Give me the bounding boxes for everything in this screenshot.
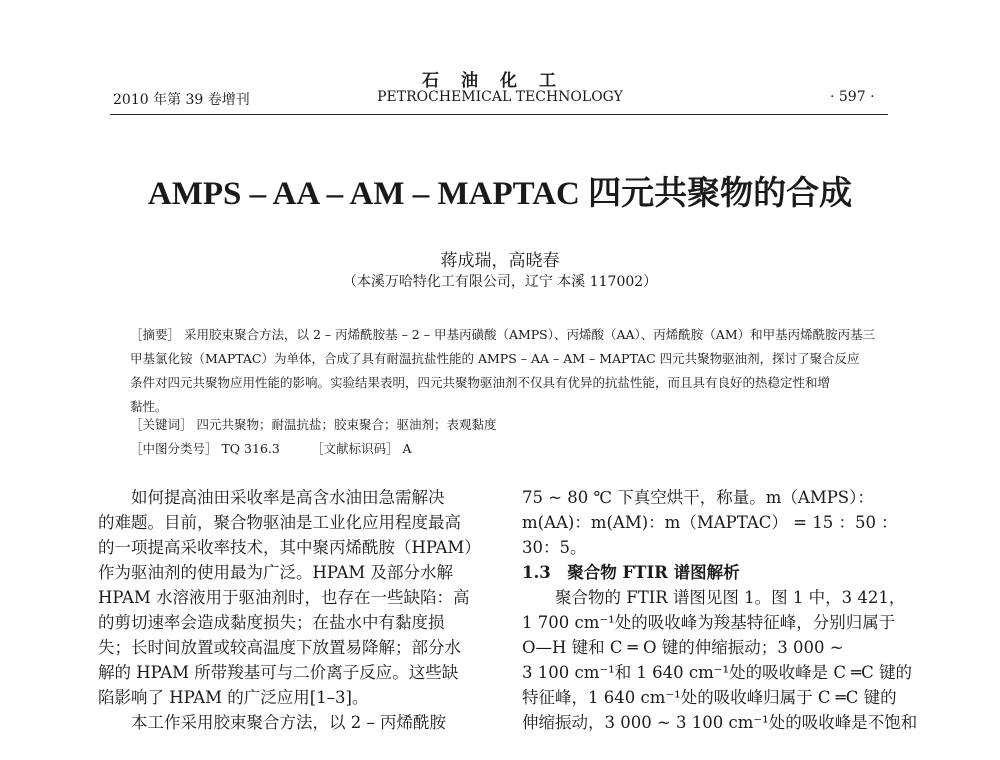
abstract-line: ［摘要］ 采用胶束聚合方法，以 2 – 丙烯酰胺基 – 2 – 甲基丙磺酸（AMPS）、丙烯酸（AA）、丙烯酰胺（AM）和甲基丙烯酰胺丙基三 [130,327,876,342]
body-line: 3 100 cm⁻¹和 1 640 cm⁻¹处的吸收峰是 C ═C 键的 [522,663,913,682]
body-line: 解的 HPAM 所带羧基可与二价离子反应。这些缺 [98,663,459,682]
body-line: 75 ~ 80 ℃ 下真空烘干，称量。m（AMPS）： [522,488,874,507]
body-line: 的剪切速率会造成黏度损失；在盐水中有黏度损 [98,613,445,632]
body-line-citation: 陷影响了 HPAM 的广泛应用[1–3]。 [98,688,369,707]
body-line: 伸缩振动，3 000 ~ 3 100 cm⁻¹处的吸收峰是不饱和 [522,713,918,732]
body-line: 1 700 cm⁻¹处的吸收峰为羧基特征峰，分别归属于 [522,613,896,632]
article-title: AMPS – AA – AM – MAPTAC 四元共聚物的合成 [147,176,853,212]
issue-info: 2010 年第 39 卷增刊 [113,92,250,108]
classification-codes: ［中图分类号］ TQ 316.3 ［文献标识码］ A [130,441,412,456]
body-line: 失；长时间放置或较高温度下放置易降解；部分水 [98,638,461,657]
abstract-line: 黏性。 [130,399,168,414]
page-number: · 597 · [830,89,875,105]
body-column-right [522,485,918,735]
journal-name-chinese: 石油化工 [422,71,578,91]
abstract-line: 甲基氯化铵（MAPTAC）为单体，合成了具有耐温抗盐性能的 AMPS – AA – AM – MAPTAC 四元共聚物驱油剂，探讨了聚合反应 [130,351,860,366]
body-line: O—H 键和 C ═ O 键的伸缩振动；3 000 ~ [522,638,844,657]
body-line: 的一项提高采收率技术，其中聚丙烯酰胺（HPAM） [98,538,481,557]
header-rule [110,114,888,115]
body-line: 如何提高油田采收率是高含水油田急需解决 [131,488,445,507]
section-heading: 1.3 聚合物 FTIR 谱图解析 [522,563,740,582]
body-line: m(AA)：m(AM)：m（MAPTAC） = 15 ：50 ： [522,513,898,532]
body-line: 作为驱油剂的使用最为广泛。HPAM 及部分水解 [98,563,454,582]
body-line: 本工作采用胶束聚合方法，以 2 – 丙烯酰胺 [131,713,446,732]
journal-name-english: PETROCHEMICAL TECHNOLOGY [377,89,623,105]
article-affiliation: （本溪万哈特化工有限公司，辽宁 本溪 117002） [342,274,658,290]
body-line: 聚合物的 FTIR 谱图见图 1。图 1 中，3 421， [555,588,906,607]
body-line: 特征峰，1 640 cm⁻¹处的吸收峰归属于 C ═C 键的 [522,688,897,707]
abstract-line: 条件对四元共聚物应用性能的影响。实验结果表明，四元共聚物驱油剂不仅具有优异的抗盐性能，而且具有良好的热稳定性和增 [130,375,831,390]
body-column-left [98,485,482,735]
body-line: HPAM 水溶液用于驱油剂时，也存在一些缺陷：高 [98,588,470,607]
keywords: ［关键词］ 四元共聚物；耐温抗盐；胶束聚合；驱油剂；表观黏度 [130,417,497,432]
body-line: 的难题。目前，聚合物驱油是工业化应用程度最高 [98,513,461,532]
article-authors: 蒋成瑞，高晓春 [440,251,560,271]
body-line: 30：5。 [522,538,587,557]
